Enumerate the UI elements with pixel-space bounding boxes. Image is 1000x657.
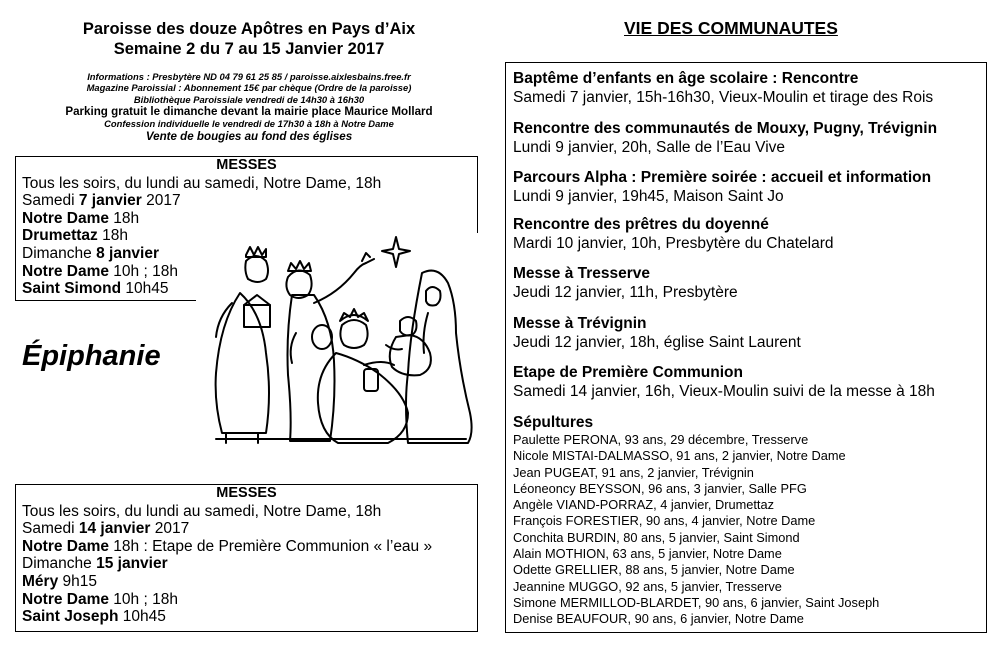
community-title: VIE DES COMMUNAUTES <box>624 18 838 38</box>
event-title: Parcours Alpha : Première soirée : accueil et information <box>513 169 932 186</box>
event-detail: Mardi 10 janvier, 10h, Presbytère du Chatelard <box>513 234 834 252</box>
mass-entry: Saint Joseph 10h45 <box>22 608 166 626</box>
info-line: Informations : Presbytère ND 04 79 61 25 85 / paroisse.aixlesbains.free.fr <box>87 71 411 82</box>
event-item <box>513 364 935 401</box>
masses-title: MESSES <box>216 485 277 501</box>
event-title: Baptême d’enfants en âge scolaire : Rencontre <box>513 70 859 87</box>
event-item <box>513 70 933 107</box>
magi-nativity-illustration <box>196 233 486 445</box>
masses-title: MESSES <box>216 157 277 173</box>
event-title: Rencontre des prêtres du doyenné <box>513 216 769 233</box>
burials-title: Sépultures <box>513 414 594 431</box>
burial-entry: Simone MERMILLOD-BLARDET, 90 ans, 6 janvier, Saint Joseph <box>513 594 880 610</box>
info-block <box>20 71 478 144</box>
burial-entry: Denise BEAUFOUR, 90 ans, 6 janvier, Notre Dame <box>513 611 804 627</box>
saturday-line: Samedi 14 janvier 2017 <box>22 520 190 538</box>
event-title: Messe à Trévignin <box>513 315 647 332</box>
burial-entry: Odette GRELLIER, 88 ans, 5 janvier, Notre Dame <box>513 562 795 578</box>
epiphany-title: Épiphanie <box>22 340 161 372</box>
burials-section <box>513 414 879 628</box>
week-title: Semaine 2 du 7 au 15 Janvier 2017 <box>113 40 385 58</box>
event-item <box>513 169 931 206</box>
parking-line: Parking gratuit le dimanche devant la mairie place Maurice Mollard <box>65 105 433 119</box>
mass-entry: Drumettaz 18h <box>22 227 128 245</box>
mass-entry: Notre Dame 10h ; 18h <box>22 590 178 608</box>
burial-entry: Conchita BURDIN, 80 ans, 5 janvier, Saint Simond <box>513 529 800 545</box>
event-title: Messe à Tresserve <box>513 265 651 282</box>
burial-entry: Jean PUGEAT, 91 ans, 2 janvier, Trévignin <box>513 464 754 480</box>
parish-title: Paroisse des douze Apôtres en Pays d’Aix <box>82 20 416 38</box>
event-detail: Lundi 9 janvier, 19h45, Maison Saint Jo <box>513 187 784 205</box>
confession-line: Confession individuelle le vendredi de 17h30 à 18h à Notre Dame <box>104 118 394 130</box>
event-item <box>513 120 937 157</box>
burial-entry: Paulette PERONA, 93 ans, 29 décembre, Tresserve <box>513 432 809 447</box>
mass-entry: Notre Dame 10h ; 18h <box>22 262 178 280</box>
mass-entry: Notre Dame 18h : Etape de Première Communion « l’eau » <box>22 537 433 555</box>
event-detail: Lundi 9 janvier, 20h, Salle de l’Eau Vive <box>513 138 786 156</box>
event-detail: Samedi 14 janvier, 16h, Vieux-Moulin suivi de la messe à 18h <box>513 382 935 400</box>
event-title: Rencontre des communautés de Mouxy, Pugny, Trévignin <box>513 120 938 137</box>
weekday-masses: Tous les soirs, du lundi au samedi, Notre Dame, 18h <box>22 502 382 520</box>
mass-entry: Notre Dame 18h <box>22 209 140 227</box>
burial-entry: Léoneoncy BEYSSON, 96 ans, 3 janvier, Salle PFG <box>513 480 807 496</box>
info-line: Magazine Paroissial : Abonnement 15€ par chèque (Ordre de la paroisse) <box>86 82 412 94</box>
weekday-masses: Tous les soirs, du lundi au samedi, Notre Dame, 18h <box>22 174 382 192</box>
event-title: Etape de Première Communion <box>513 364 743 381</box>
info-line: Bibliothèque Paroissiale vendredi de 14h30 à 16h30 <box>133 93 365 105</box>
event-item <box>513 265 738 302</box>
sunday-line: Dimanche 8 janvier <box>22 244 159 262</box>
event-item <box>513 216 834 253</box>
event-detail: Jeudi 12 janvier, 18h, église Saint Laurent <box>513 333 801 351</box>
masses-box-week2 <box>15 484 478 632</box>
burial-entry: Angèle VIAND-PORRAZ, 4 janvier, Drumettaz <box>513 497 775 513</box>
saturday-line: Samedi 7 janvier 2017 <box>22 192 181 210</box>
event-detail: Jeudi 12 janvier, 11h, Presbytère <box>513 283 738 301</box>
burial-entry: François FORESTIER, 90 ans, 4 janvier, Notre Dame <box>513 513 816 529</box>
burial-entry: Alain MOTHION, 63 ans, 5 janvier, Notre Dame <box>513 546 782 562</box>
sunday-line: Dimanche 15 janvier <box>22 555 168 573</box>
burial-entry: Jeannine MUGGO, 92 ans, 5 janvier, Tresserve <box>513 578 782 594</box>
event-detail: Samedi 7 janvier, 15h-16h30, Vieux-Moulin et tirage des Rois <box>513 88 934 106</box>
mass-entry: Saint Simond 10h45 <box>22 280 169 298</box>
event-item <box>513 315 801 352</box>
mass-entry: Méry 9h15 <box>22 572 97 590</box>
candles-line: Vente de bougies au fond des églises <box>145 129 353 143</box>
burial-entry: Nicole MISTAI-DALMASSO, 91 ans, 2 janvier, Notre Dame <box>513 448 846 464</box>
